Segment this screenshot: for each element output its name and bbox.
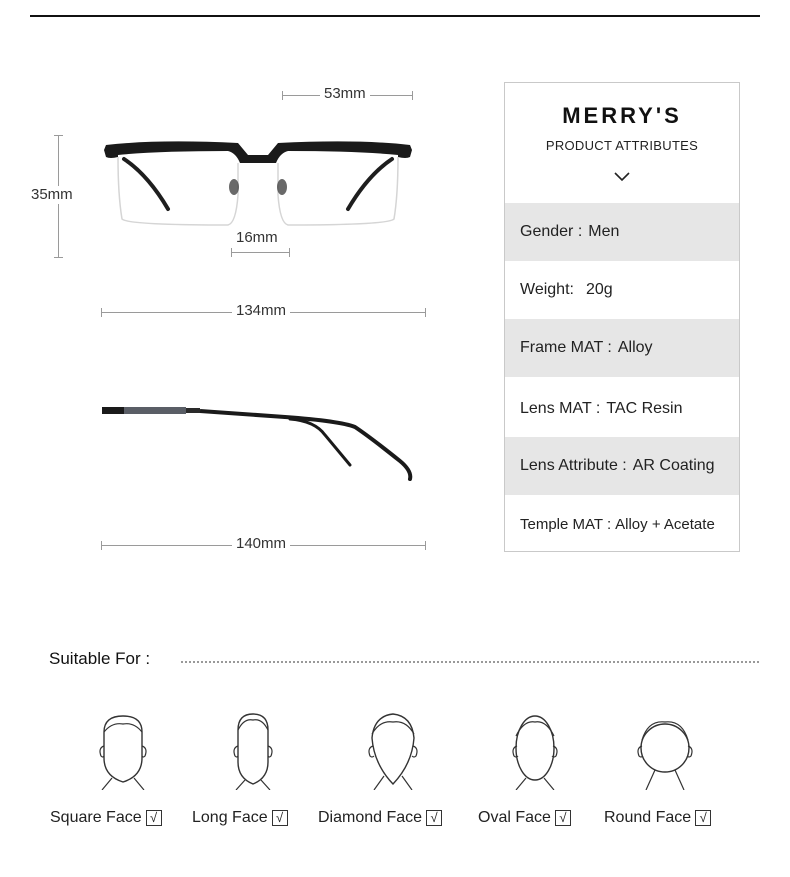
attribute-row-gender	[505, 203, 739, 261]
frame-width-label: 134mm	[232, 302, 290, 320]
lens-width-tick-left	[282, 91, 283, 100]
face-item-diamond	[318, 809, 442, 827]
face-label: Oval Face	[478, 809, 551, 826]
bridge-tick-right	[289, 248, 290, 257]
attribute-label: Weight:	[520, 281, 574, 298]
temple-length-label: 140mm	[232, 535, 290, 553]
frame-width-tick-right	[425, 308, 426, 317]
attribute-value: Alloy + Acetate	[615, 515, 715, 533]
attribute-value: 20g	[585, 281, 613, 298]
square-face-icon	[88, 710, 158, 790]
bridge-line	[231, 252, 289, 253]
frame-width-tick-left	[101, 308, 102, 317]
face-item-round	[604, 809, 711, 827]
attribute-row-lens-mat	[505, 380, 739, 438]
checkbox-icon: √	[555, 810, 571, 826]
bridge-label: 16mm	[232, 229, 282, 247]
top-divider	[30, 15, 760, 17]
suitable-for-label: Suitable For :	[49, 649, 151, 668]
checkbox-icon: √	[146, 810, 162, 826]
glasses-front-image	[98, 135, 418, 230]
dotted-divider	[181, 661, 759, 663]
face-label: Diamond Face	[318, 809, 423, 826]
attribute-label: Temple MAT :	[520, 515, 612, 533]
attribute-value: Alloy	[617, 339, 653, 356]
attribute-label: Lens Attribute :	[520, 457, 627, 474]
attribute-row-weight	[505, 261, 739, 319]
temple-length-tick-left	[101, 541, 102, 550]
attribute-row-temple-mat	[505, 495, 739, 553]
face-label: Long Face	[192, 809, 268, 826]
glasses-side-image	[100, 395, 420, 490]
lens-width-tick-right	[412, 91, 413, 100]
diamond-face-icon	[358, 710, 428, 790]
attribute-row-frame-mat	[505, 319, 739, 377]
chevron-down-icon	[613, 171, 631, 183]
lens-height-label: 35mm	[27, 186, 77, 204]
product-attributes-panel	[504, 82, 740, 552]
attribute-value: TAC Resin	[606, 400, 683, 417]
temple-length-tick-right	[425, 541, 426, 550]
attribute-label: Gender :	[520, 223, 583, 240]
checkbox-icon: √	[426, 810, 442, 826]
attribute-label: Lens MAT :	[520, 400, 601, 417]
attributes-title: PRODUCT ATTRIBUTES	[545, 138, 699, 153]
brand-logo: MERRY'S	[562, 103, 682, 128]
round-face-icon	[630, 710, 700, 790]
attribute-value: Men	[588, 223, 620, 240]
face-item-oval	[478, 809, 571, 827]
lens-width-label: 53mm	[320, 85, 370, 103]
checkbox-icon: √	[272, 810, 288, 826]
face-label: Round Face	[604, 809, 692, 826]
checkbox-icon: √	[695, 810, 711, 826]
face-label: Square Face	[50, 809, 142, 826]
face-item-square	[50, 809, 162, 827]
lens-height-tick-top	[54, 135, 63, 136]
long-face-icon	[218, 710, 288, 790]
bridge-tick-left	[231, 248, 232, 257]
attribute-value: AR Coating	[632, 457, 715, 474]
oval-face-icon	[500, 710, 570, 790]
attribute-row-lens-attribute	[505, 437, 739, 495]
face-item-long	[192, 809, 288, 827]
attribute-label: Frame MAT :	[520, 339, 612, 356]
lens-height-tick-bottom	[54, 257, 63, 258]
